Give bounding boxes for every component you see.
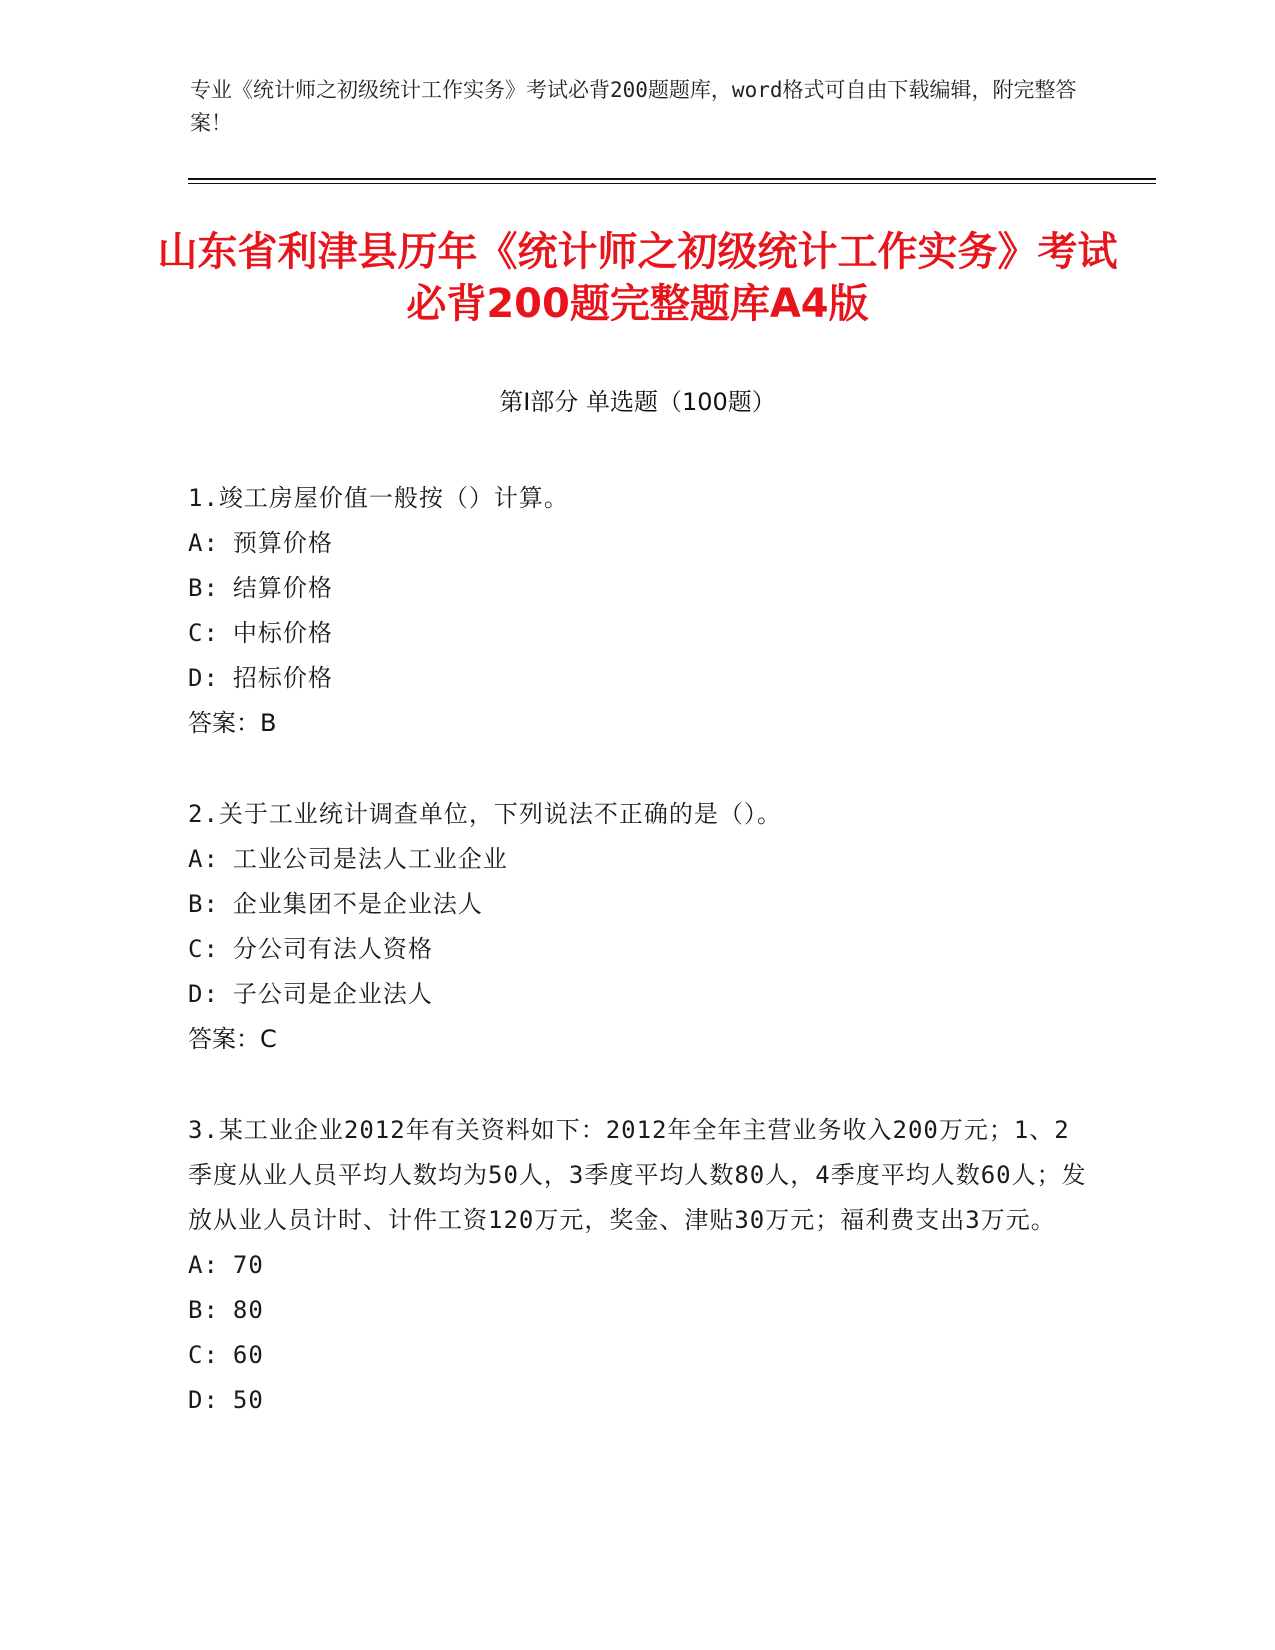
header-divider-thin bbox=[188, 183, 1156, 184]
answer-line: 答案：C bbox=[188, 1025, 277, 1053]
option-key: C: bbox=[188, 1341, 219, 1369]
option-list bbox=[188, 837, 1088, 1017]
option-text: 企业集团不是企业法人 bbox=[232, 890, 483, 918]
option-text: 招标价格 bbox=[232, 664, 333, 692]
question-stem: 2.关于工业统计调查单位，下列说法不正确的是（）。 bbox=[188, 800, 782, 828]
option-text: 工业公司是法人工业企业 bbox=[232, 845, 508, 873]
option-key: C: bbox=[188, 935, 219, 963]
question-stem: 1.竣工房屋价值一般按（）计算。 bbox=[188, 484, 569, 512]
option-key: D: bbox=[188, 980, 219, 1008]
option-c bbox=[188, 611, 1088, 656]
option-list bbox=[188, 1243, 1088, 1423]
option-text: 子公司是企业法人 bbox=[232, 980, 433, 1008]
option-text: 50 bbox=[232, 1386, 264, 1414]
option-key: C: bbox=[188, 619, 219, 647]
option-text: 结算价格 bbox=[232, 574, 333, 602]
question-1 bbox=[188, 476, 1088, 746]
option-c bbox=[188, 927, 1088, 972]
option-c bbox=[188, 1333, 1088, 1378]
option-text: 60 bbox=[232, 1341, 264, 1369]
document-title: 山东省利津县历年《统计师之初级统计工作实务》考试必背200题完整题库A4版 bbox=[157, 229, 1118, 327]
option-b bbox=[188, 566, 1088, 611]
option-d bbox=[188, 972, 1088, 1017]
question-list bbox=[188, 476, 1088, 1469]
option-a bbox=[188, 1243, 1088, 1288]
option-key: B: bbox=[188, 1296, 219, 1324]
option-a bbox=[188, 837, 1088, 882]
option-list bbox=[188, 521, 1088, 701]
option-key: D: bbox=[188, 1386, 219, 1414]
option-key: A: bbox=[188, 845, 219, 873]
section-title: 第Ⅰ部分 单选题（100题） bbox=[499, 388, 776, 416]
option-text: 分公司有法人资格 bbox=[232, 935, 433, 963]
option-a bbox=[188, 521, 1088, 566]
option-key: B: bbox=[188, 890, 219, 918]
option-key: D: bbox=[188, 664, 219, 692]
option-d bbox=[188, 1378, 1088, 1423]
answer-line: 答案：B bbox=[188, 709, 277, 737]
option-text: 中标价格 bbox=[232, 619, 333, 647]
option-text: 预算价格 bbox=[232, 529, 333, 557]
option-key: A: bbox=[188, 1251, 219, 1279]
option-b bbox=[188, 882, 1088, 927]
question-2 bbox=[188, 792, 1088, 1062]
option-d bbox=[188, 656, 1088, 701]
header-note: 专业《统计师之初级统计工作实务》考试必背200题题库，word格式可自由下载编辑，附完整答案！ bbox=[190, 78, 1077, 135]
header-divider bbox=[188, 178, 1156, 180]
question-3 bbox=[188, 1108, 1088, 1423]
option-text: 80 bbox=[232, 1296, 264, 1324]
option-key: B: bbox=[188, 574, 219, 602]
option-key: A: bbox=[188, 529, 219, 557]
question-stem: 3.某工业企业2012年有关资料如下：2012年全年主营业务收入200万元；1、2季度从业人员平均人数均为50人，3季度平均人数80人，4季度平均人数60人；发放从业人员计时、计件工资120万元，奖金、津贴30万元；福利费支出3万元。 bbox=[188, 1116, 1087, 1234]
option-b bbox=[188, 1288, 1088, 1333]
option-text: 70 bbox=[232, 1251, 264, 1279]
